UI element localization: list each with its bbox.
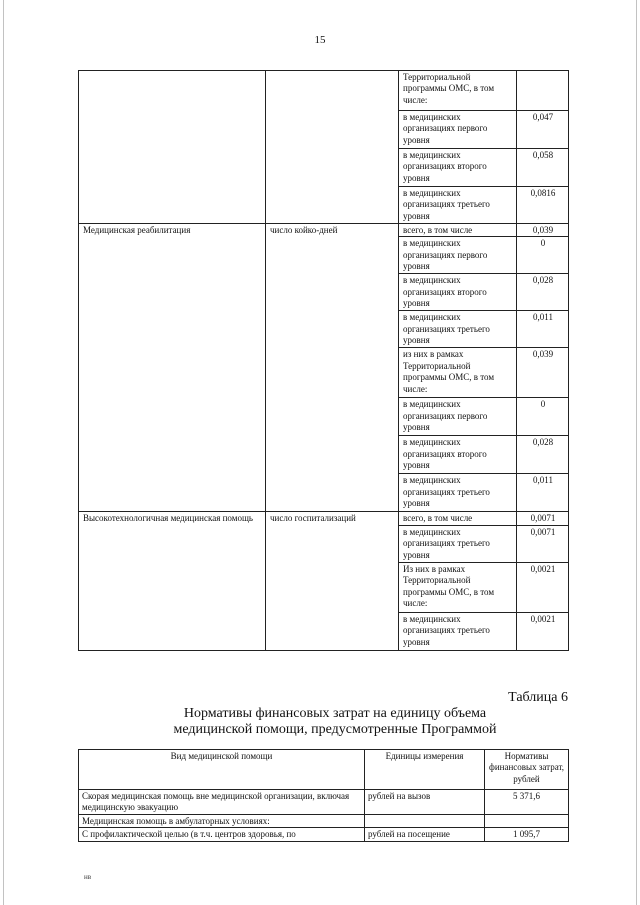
value-cell: 0: [517, 237, 569, 274]
subrow-label: из них в рамках Территориальной программы ОМС, в том числе:: [399, 348, 517, 398]
norms-volume-table: [78, 70, 569, 651]
care-type-cell: С профилактической целью (в т.ч. центров здоровья, по: [79, 828, 365, 841]
value-cell: 0,028: [517, 274, 569, 311]
value-cell: 0,028: [517, 436, 569, 474]
value-cell: 0,0021: [517, 612, 569, 650]
value-cell: 0: [517, 398, 569, 436]
table-6-title-line-2: медицинской помощи, предусмотренные Программой: [173, 722, 497, 737]
unit-cell: [266, 71, 399, 224]
subrow-label: в медицинских организациях третьего уровня: [399, 311, 517, 348]
value-cell: 1 095,7: [485, 828, 569, 841]
value-cell: 5 371,6: [485, 790, 569, 815]
column-header: Вид медицинской помощи: [79, 750, 365, 790]
subrow-label: в медицинских организациях третьего уровня: [399, 187, 517, 224]
table-row: [79, 224, 569, 237]
page-number: 15: [314, 34, 326, 46]
value-cell: 0,0021: [517, 562, 569, 612]
column-header: Нормативы финансовых затрат, рублей: [485, 750, 569, 790]
value-cell: 0,039: [517, 348, 569, 398]
subrow-label: в медицинских организациях третьего уровня: [399, 474, 517, 512]
table-6-label: Таблица 6: [508, 690, 568, 705]
subrow-label: в медицинских организациях первого уровня: [399, 237, 517, 274]
value-cell: [485, 815, 569, 828]
subrow-label: Из них в рамках Территориальной программы ОМС, в том числе:: [399, 562, 517, 612]
unit-cell: число койко-дней: [266, 224, 399, 512]
value-cell: 0,011: [517, 474, 569, 512]
table-row: [79, 790, 569, 815]
financial-norms-table: [78, 749, 569, 842]
value-cell: 0,039: [517, 224, 569, 237]
care-type-cell: Высокотехнологичная медицинская помощь: [79, 512, 266, 650]
care-type-cell: [79, 71, 266, 224]
table-row: [79, 512, 569, 525]
table-row: [79, 71, 569, 111]
care-type-cell: Медицинская реабилитация: [79, 224, 266, 512]
table-row: [79, 828, 569, 841]
subrow-label: в медицинских организациях первого уровня: [399, 111, 517, 149]
table-6-title-line-1: Нормативы финансовых затрат на единицу объема: [183, 706, 487, 721]
subrow-label: всего, в том числе: [399, 224, 517, 237]
subrow-label: в медицинских организациях второго уровня: [399, 274, 517, 311]
value-cell: [517, 71, 569, 111]
column-header: Единицы измерения: [365, 750, 485, 790]
value-cell: 0,011: [517, 311, 569, 348]
subrow-label: Территориальной программы ОМС, в том числе:: [399, 71, 517, 111]
scan-edge-right: [636, 0, 637, 905]
value-cell: 0,0071: [517, 525, 569, 562]
table-6-title: [150, 706, 520, 738]
footer-initials: нв: [84, 873, 92, 881]
value-cell: 0,0071: [517, 512, 569, 525]
subrow-label: в медицинских организациях третьего уровня: [399, 525, 517, 562]
value-cell: 0,0816: [517, 187, 569, 224]
table-row: [79, 815, 569, 828]
unit-cell: [365, 815, 485, 828]
subrow-label: всего, в том числе: [399, 512, 517, 525]
unit-cell: рублей на посещение: [365, 828, 485, 841]
care-type-cell: Медицинская помощь в амбулаторных условиях:: [79, 815, 365, 828]
subrow-label: в медицинских организациях первого уровня: [399, 398, 517, 436]
subrow-label: в медицинских организациях второго уровня: [399, 149, 517, 187]
value-cell: 0,058: [517, 149, 569, 187]
value-cell: 0,047: [517, 111, 569, 149]
table-header-row: [79, 750, 569, 790]
unit-cell: рублей на вызов: [365, 790, 485, 815]
scan-edge-left: [3, 0, 4, 905]
care-type-cell: Скорая медицинская помощь вне медицинской организации, включая медицинскую эвакуацию: [79, 790, 365, 815]
unit-cell: число госпитализаций: [266, 512, 399, 650]
subrow-label: в медицинских организациях третьего уровня: [399, 612, 517, 650]
subrow-label: в медицинских организациях второго уровня: [399, 436, 517, 474]
